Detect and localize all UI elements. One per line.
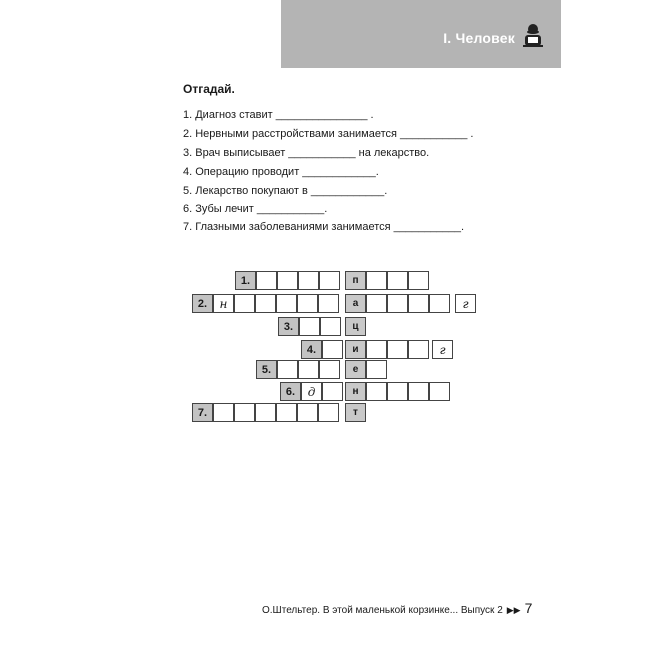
crossword-cell (387, 271, 408, 290)
crossword-clue-number: 6. (280, 382, 301, 401)
crossword-cell (408, 294, 429, 313)
crossword-cell (322, 340, 343, 359)
question-3: 3. Врач выписывает ___________ на лекарство. (183, 147, 430, 159)
task-heading: Отгадай. (183, 82, 235, 96)
crossword-cell (234, 294, 255, 313)
crossword-cell (318, 294, 339, 313)
page-footer (262, 600, 532, 616)
crossword-cell (366, 340, 387, 359)
section-title: I. Человек (443, 30, 515, 46)
crossword-clue-number: 7. (192, 403, 213, 422)
page-number: 7 (524, 600, 533, 616)
crossword-cell (298, 360, 319, 379)
crossword-cell (297, 294, 318, 313)
crossword-cell (322, 382, 343, 401)
crossword-cell (429, 294, 450, 313)
crossword-cell (408, 340, 429, 359)
question-7: 7. Глазными заболеваниями занимается ___________. (183, 221, 465, 233)
crossword-keyword-letter: а (345, 294, 366, 313)
crossword-handwritten-letter: г (455, 294, 476, 313)
section-header (281, 0, 561, 68)
question-6: 6. Зубы лечит ___________. (183, 203, 328, 215)
crossword-cell (366, 382, 387, 401)
crossword-cell (408, 382, 429, 401)
crossword-clue-number: 4. (301, 340, 322, 359)
double-arrow-icon: ▶▶ (506, 605, 521, 615)
crossword-clue-number: 3. (278, 317, 299, 336)
crossword-cell (387, 340, 408, 359)
crossword-cell (297, 403, 318, 422)
crossword-keyword-letter: и (345, 340, 366, 359)
crossword-cell (277, 360, 298, 379)
footer-citation: О.Штельтер. В этой маленькой корзинке... Выпуск 2 (262, 605, 503, 616)
question-5: 5. Лекарство покупают в ____________. (183, 185, 388, 197)
crossword-keyword-letter: н (345, 382, 366, 401)
question-1: 1. Диагноз ставит _______________ . (183, 109, 374, 121)
crossword-cell (298, 271, 319, 290)
crossword-handwritten-letter: г (432, 340, 453, 359)
crossword-clue-number: 5. (256, 360, 277, 379)
question-2: 2. Нервными расстройствами занимается ___________ . (183, 128, 474, 140)
crossword-cell (366, 271, 387, 290)
crossword-cell (213, 403, 234, 422)
crossword-keyword-letter: т (345, 403, 366, 422)
question-4: 4. Операцию проводит ____________. (183, 166, 379, 178)
crossword-cell (387, 294, 408, 313)
crossword-keyword-letter: ц (345, 317, 366, 336)
crossword-cell (276, 403, 297, 422)
crossword-cell (387, 382, 408, 401)
crossword-cell (320, 317, 341, 336)
crossword-cell (234, 403, 255, 422)
crossword-cell (319, 271, 340, 290)
crossword-cell (366, 360, 387, 379)
crossword-keyword-letter: п (345, 271, 366, 290)
crossword-cell (299, 317, 320, 336)
crossword-cell (318, 403, 339, 422)
crossword-cell (255, 403, 276, 422)
crossword-cell (277, 271, 298, 290)
crossword-cell (408, 271, 429, 290)
crossword-cell (276, 294, 297, 313)
crossword-cell (319, 360, 340, 379)
crossword-keyword-letter: е (345, 360, 366, 379)
crossword-cell (255, 294, 276, 313)
crossword-clue-number: 2. (192, 294, 213, 313)
crossword-handwritten-letter: д (301, 382, 322, 401)
crossword-cell (256, 271, 277, 290)
crossword-cell (366, 294, 387, 313)
crossword-handwritten-letter: н (213, 294, 234, 313)
crossword-clue-number: 1. (235, 271, 256, 290)
crossword-cell (429, 382, 450, 401)
person-at-desk-icon (521, 22, 545, 48)
